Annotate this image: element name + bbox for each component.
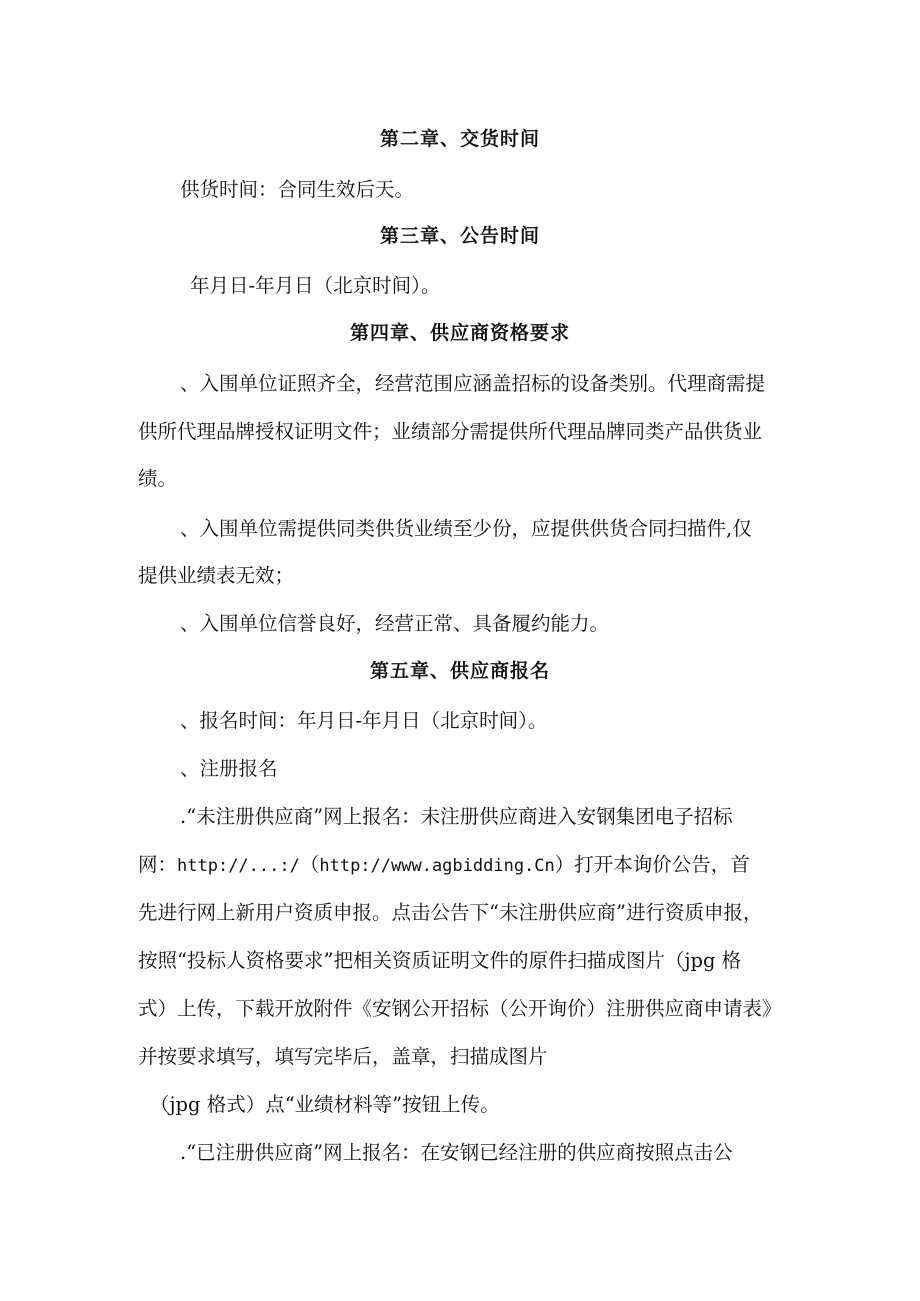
requirement-1-line-1: 、入围单位证照齐全，经营范围应涵盖招标的设备类别。代理商需提 — [180, 372, 766, 395]
unregistered-line-1: .“未注册供应商”网上报名：未注册供应商进入安钢集团电子招标 — [180, 805, 733, 828]
unregistered-line-3: 先进行网上新用户资质申报。点击公告下“未注册供应商”进行资质申报， — [138, 901, 763, 924]
register-title: 、注册报名 — [180, 757, 278, 780]
portal-url-short[interactable]: http://...:/ — [177, 856, 300, 876]
delivery-time-text: 供货时间：合同生效后天。 — [180, 178, 415, 201]
url-suffix-text: ）打开本询价公告，首 — [554, 853, 750, 876]
chapter-5-heading: 第五章、供应商报名 — [369, 660, 550, 682]
portal-url-full[interactable]: http://www.agbidding.Cn — [319, 856, 555, 876]
unregistered-line-2 — [138, 849, 750, 877]
url-paren-open: （ — [299, 853, 320, 876]
announcement-time-text: 年月日-年月日（北京时间）。 — [190, 274, 441, 297]
requirement-2-line-1: 、入围单位需提供同类供货业绩至少份，应提供供货合同扫描件,仅 — [180, 517, 752, 540]
chapter-4-heading: 第四章、供应商资格要求 — [349, 322, 570, 344]
requirement-1-line-2: 供所代理品牌授权证明文件；业绩部分需提供所代理品牌同类产品供货业 — [138, 420, 763, 443]
requirement-2-line-2: 提供业绩表无效； — [138, 564, 295, 587]
unregistered-line-7: （jpg 格式）点“业绩材料等”按钮上传。 — [150, 1093, 500, 1116]
requirement-3: 、入围单位信誉良好，经营正常、具备履约能力。 — [180, 612, 610, 635]
unregistered-line-5: 式）上传，下载开放附件《安钢公开招标（公开询价）注册供应商申请表》 — [138, 997, 782, 1020]
url-prefix-text: 网： — [138, 853, 178, 876]
chapter-2-heading: 第二章、交货时间 — [379, 128, 540, 150]
unregistered-line-4: 按照“投标人资格要求”把相关资质证明文件的原件扫描成图片（jpg 格 — [138, 949, 742, 972]
unregistered-line-6: 并按要求填写，填写完毕后，盖章，扫描成图片 — [138, 1045, 548, 1068]
registered-line-1: .“已注册供应商”网上报名：在安钢已经注册的供应商按照点击公 — [180, 1141, 733, 1164]
registration-time: 、报名时间：年月日-年月日（北京时间）。 — [180, 709, 548, 732]
chapter-3-heading: 第三章、公告时间 — [379, 225, 540, 247]
requirement-1-line-3: 绩。 — [138, 467, 178, 490]
